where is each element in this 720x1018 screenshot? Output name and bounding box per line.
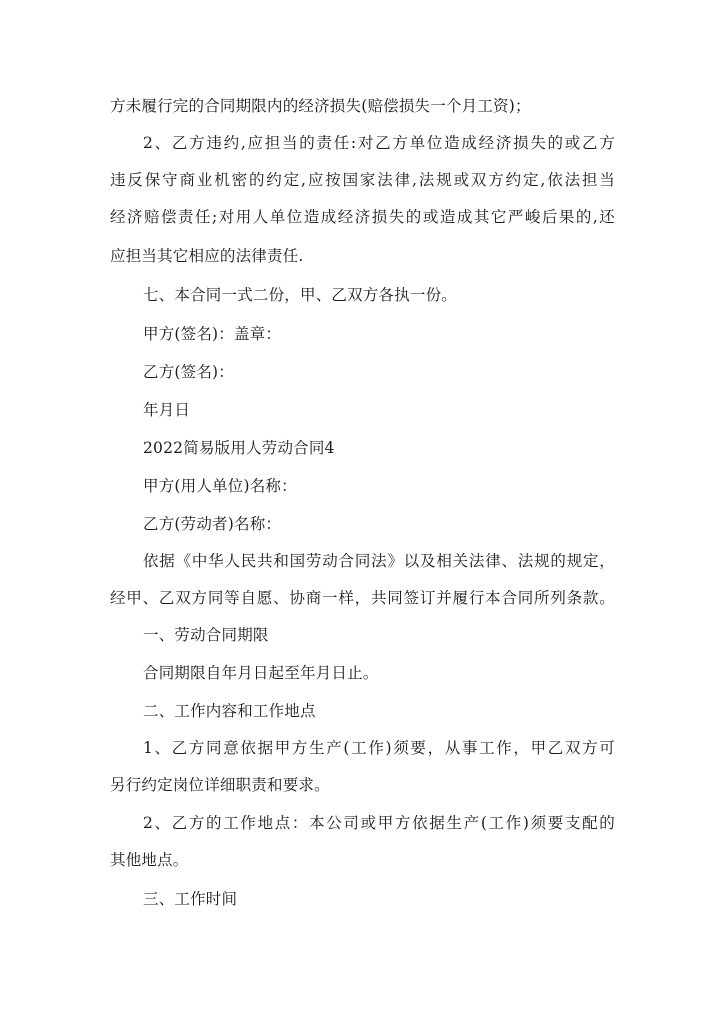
- paragraph-line: 合同期限自年月日起至年月日止。: [143, 664, 379, 682]
- paragraph-line: 其他地点。: [110, 851, 189, 869]
- section-heading: 二、工作内容和工作地点: [143, 702, 316, 720]
- paragraph-line: 应担当其它相应的法律责任.: [110, 247, 304, 265]
- paragraph-line: 1、乙方同意依据甲方生产(工作)须要，从事工作，甲乙双方可: [143, 739, 615, 757]
- paragraph-line: 2、乙方违约,应担当的责任:对乙方单位造成经济损失的或乙方: [143, 134, 615, 152]
- section-heading: 三、工作时间: [143, 890, 238, 908]
- paragraph-line: 依据《中华人民共和国劳动合同法》以及相关法律、法规的规定，: [143, 552, 615, 570]
- section-heading: 一、劳动合同期限: [143, 626, 269, 644]
- clause-heading: 七、本合同一式二份，甲、乙双方各执一份。: [143, 286, 458, 304]
- contract-title: 2022简易版用人劳动合同4: [143, 439, 335, 457]
- paragraph-line: 2、乙方的工作地点：本公司或甲方依据生产(工作)须要支配的: [143, 814, 615, 832]
- paragraph-line: 经济赔偿责任;对用人单位造成经济损失的或造成其它严峻后果的,还: [110, 208, 615, 226]
- party-a-name-line: 甲方(用人单位)名称：: [143, 477, 297, 495]
- paragraph-line: 另行约定岗位详细职责和要求。: [110, 776, 330, 794]
- signature-line-party-b: 乙方(签名)：: [143, 363, 234, 381]
- date-line: 年月日: [143, 401, 191, 419]
- paragraph-line: 方未履行完的合同期限内的经济损失(赔偿损失一个月工资)；: [110, 97, 531, 115]
- paragraph-line: 违反保守商业机密的约定,应按国家法律,法规或双方约定,依法担当: [110, 171, 615, 189]
- paragraph-line: 经甲、乙双方同等自愿、协商一样，共同签订并履行本合同所列条款。: [110, 589, 615, 607]
- party-b-name-line: 乙方(劳动者)名称：: [143, 515, 282, 533]
- signature-line-party-a: 甲方(签名)：盖章：: [143, 325, 282, 343]
